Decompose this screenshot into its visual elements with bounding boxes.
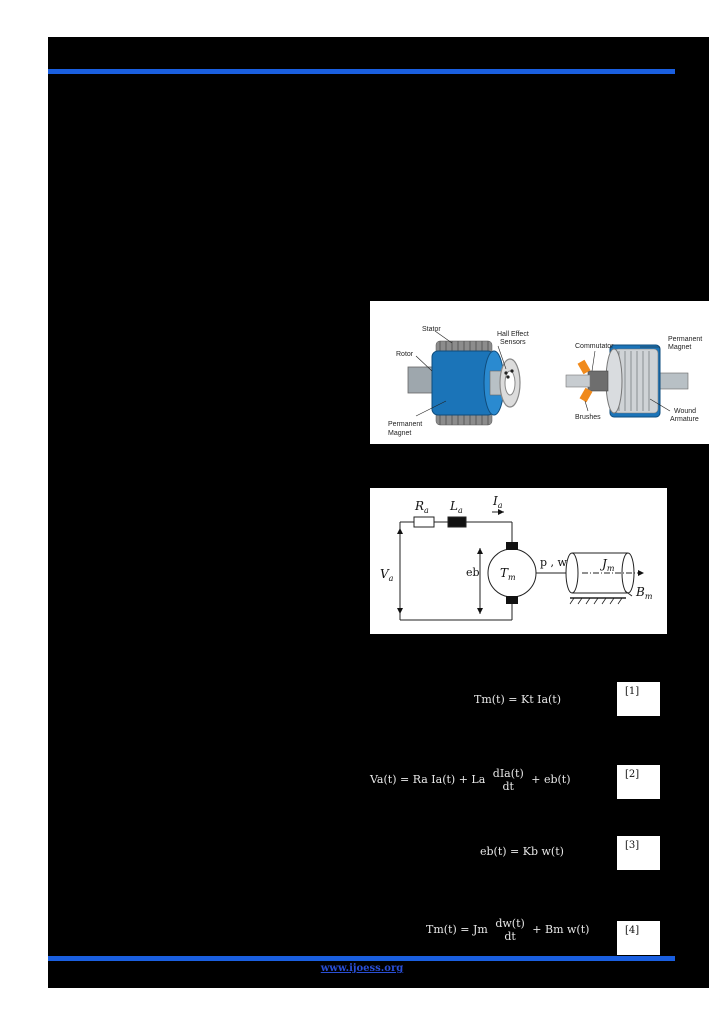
- svg-text:La: $L_a$: [450, 499, 463, 515]
- label-ia: I: [493, 494, 498, 508]
- label-bm: B: [636, 585, 645, 599]
- equation-tag-4: [4]: [617, 921, 660, 955]
- equation-tag-3: [3]: [617, 836, 660, 870]
- label-wound: Wound: [674, 408, 697, 415]
- label-hall-effect: Hall Effect: [497, 331, 529, 338]
- equation-tag-1: [1]: [617, 682, 660, 716]
- label-va: V: [380, 567, 389, 581]
- label-eb: eb: [466, 566, 480, 579]
- fraction-dw-dt: dw(t) dt: [495, 917, 525, 943]
- svg-text:Va: $V_a$: [380, 567, 394, 583]
- brushed-motor-drawing: [566, 345, 688, 417]
- label-la: L: [450, 499, 458, 513]
- svg-text:Jm: $J_m$: [599, 557, 615, 573]
- fraction-dia-dt: dIa(t) dt: [492, 767, 524, 793]
- equation-2: Va(t) = Ra Ia(t) + La dIa(t) dt + eb(t): [370, 767, 571, 793]
- label-permanent-left: Permanent: [388, 421, 423, 428]
- dc-motor-circuit-figure: [370, 488, 667, 634]
- label-p-w: p , w: [540, 556, 567, 569]
- label-rotor: Rotor: [396, 351, 414, 358]
- label-commutator: Commutator: [575, 343, 614, 350]
- label-magnet-right: Magnet: [668, 344, 692, 351]
- label-sensors: Sensors: [500, 339, 526, 346]
- label-permanent-right: Permanent: [668, 336, 703, 343]
- label-brushes: Brushes: [575, 414, 601, 421]
- motor-illustration-figure: [370, 301, 711, 444]
- equation-4: Tm(t) = Jm dw(t) dt + Bm w(t): [426, 917, 590, 943]
- label-magnet-left: Magnet: [388, 430, 412, 437]
- label-ra: R: [415, 499, 425, 513]
- header-rule: [48, 69, 675, 74]
- footer-rule: [48, 956, 675, 961]
- motor-illustration: [370, 301, 711, 444]
- footer-website-link[interactable]: www.ijoess.org: [320, 963, 404, 974]
- svg-text:Ia: $I_a$: [493, 494, 503, 510]
- svg-text:Ra: $R_a$: [415, 499, 429, 515]
- equation-1: Tm(t) = Kt Ia(t): [474, 693, 562, 706]
- equation-3: eb(t) = Kb w(t): [480, 845, 564, 858]
- svg-text:Tm: $T_m$: [500, 566, 516, 582]
- label-jm: J: [602, 557, 607, 571]
- equation-tag-2: [2]: [617, 765, 660, 799]
- dc-motor-circuit: [370, 488, 667, 634]
- svg-text:Bm: $B_m$: [636, 585, 653, 601]
- label-armature: Armature: [670, 416, 699, 423]
- label-stator: Stator: [422, 326, 441, 333]
- label-tm: T: [500, 566, 509, 580]
